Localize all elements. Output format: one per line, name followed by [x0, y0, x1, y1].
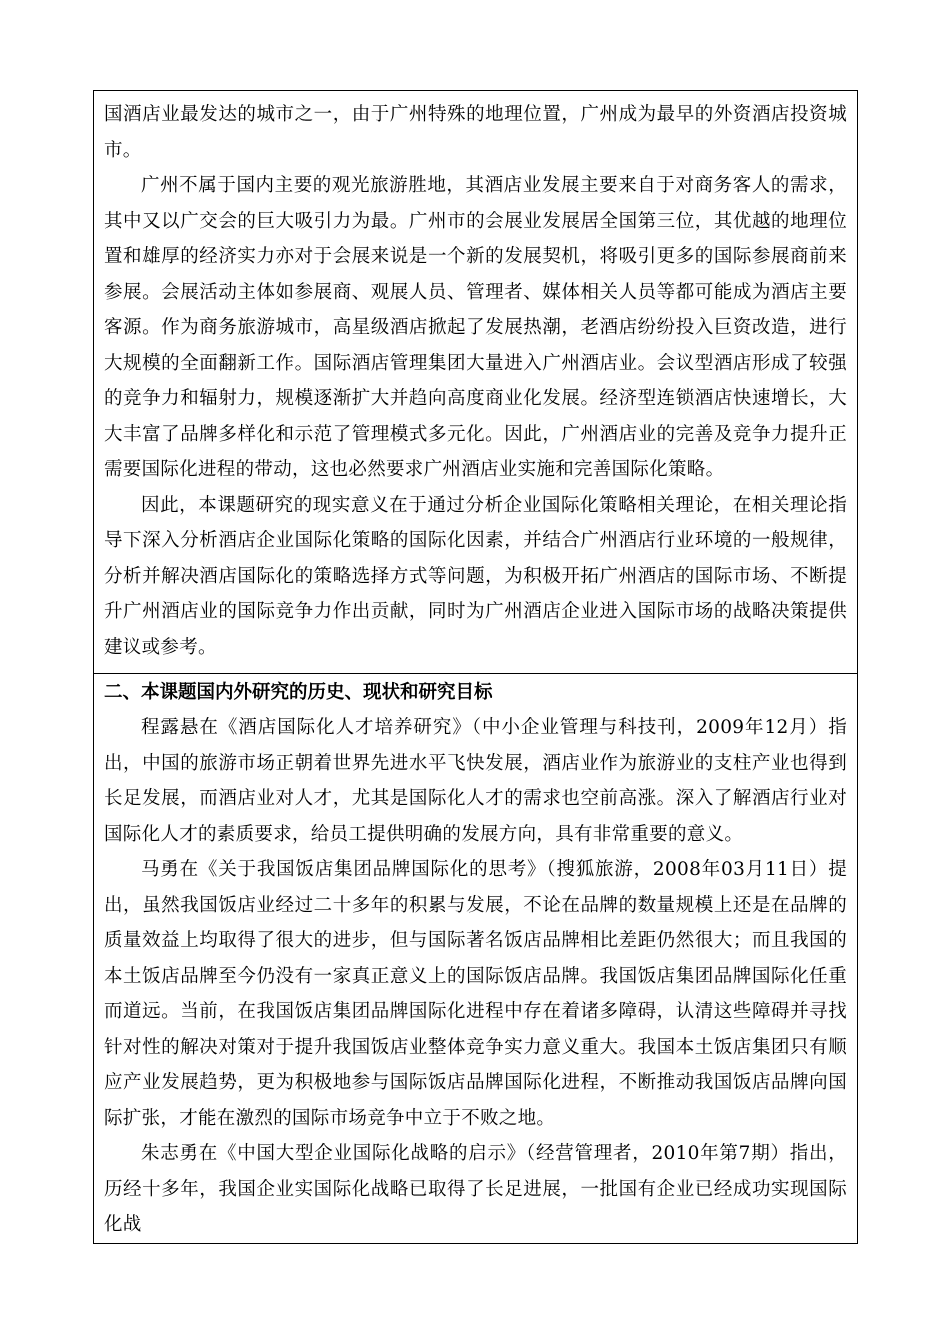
table-row-research-history [94, 674, 858, 1244]
paragraph-literature-zhu: 朱志勇在《中国大型企业国际化战略的启示》（经营管理者，2010年第7期）指出，历经十多年，我国企业实国际化战略已取得了长足进展，一批国有企业已经成功实现国际化战 [104, 1143, 847, 1235]
paragraph-literature-cheng: 程露悬在《酒店国际化人才培养研究》（中小企业管理与科技刊，2009年12月）指出，中国的旅游市场正朝着世界先进水平飞快发展，酒店业作为旅游业的支柱产业也得到长足发展，而酒店业对人才，尤其是国际化人才的需求也空前高涨。深入了解酒店行业对国际化人才的素质要求，给员工提供明确的发展方向，具有非常重要的意义。 [104, 717, 847, 845]
research-history-cell [94, 674, 858, 1244]
document-table [93, 90, 858, 1244]
paragraph-continued: 国酒店业最发达的城市之一，由于广州特殊的地理位置，广州成为最早的外资酒店投资城市。 [104, 104, 847, 161]
section-heading: 二、本课题国内外研究的历史、现状和研究目标 [104, 682, 493, 703]
significance-cell [94, 91, 858, 674]
paragraph-practical-significance: 因此，本课题研究的现实意义在于通过分析企业国际化策略相关理论，在相关理论指导下深入分析酒店企业国际化策略的国际化因素，并结合广州酒店行业环境的一般规律，分析并解决酒店国际化的策略选择方式等问题，为积极开拓广州酒店的国际市场、不断提升广州酒店业的国际竞争力作出贡献，同时为广州酒店企业进入国际市场的战略决策提供建议或参考。 [104, 494, 847, 658]
paragraph-literature-ma: 马勇在《关于我国饭店集团品牌国际化的思考》（搜狐旅游，2008年03月11日）提出，虽然我国饭店业经过二十多年的积累与发展，不论在品牌的数量规模上还是在品牌的质量效益上均取得了很大的进步，但与国际著名饭店品牌相比差距仍然很大；而且我国的本土饭店品牌至今仍没有一家真正意义上的国际饭店品牌。我国饭店集团品牌国际化任重而道远。当前，在我国饭店集团品牌国际化进程中存在着诸多障碍，认清这些障碍并寻找针对性的解决对策对于提升我国饭店业整体竞争实力意义重大。我国本土饭店集团只有顺应产业发展趋势，更为积极地参与国际饭店品牌国际化进程，不断推动我国饭店品牌向国际扩张，才能在激烈的国际市场竞争中立于不败之地。 [104, 859, 847, 1129]
paragraph-guangzhou-hotel-industry: 广州不属于国内主要的观光旅游胜地，其酒店业发展主要来自于对商务客人的需求，其中又以广交会的巨大吸引力为最。广州市的会展业发展居全国第三位，其优越的地理位置和雄厚的经济实力亦对于会展来说是一个新的发展契机，将吸引更多的国际参展商前来参展。会展活动主体如参展商、观展人员、管理者、媒体相关人员等都可能成为酒店主要客源。作为商务旅游城市，高星级酒店掀起了发展热潮，老酒店纷纷投入巨资改造，进行大规模的全面翻新工作。国际酒店管理集团大量进入广州酒店业。会议型酒店形成了较强的竞争力和辐射力，规模逐渐扩大并趋向高度商业化发展。经济型连锁酒店快速增长，大大丰富了品牌多样化和示范了管理模式多元化。因此，广州酒店业的完善及竞争力提升正需要国际化进程的带动，这也必然要求广州酒店业实施和完善国际化策略。 [104, 175, 847, 480]
table-row-significance [94, 91, 858, 674]
